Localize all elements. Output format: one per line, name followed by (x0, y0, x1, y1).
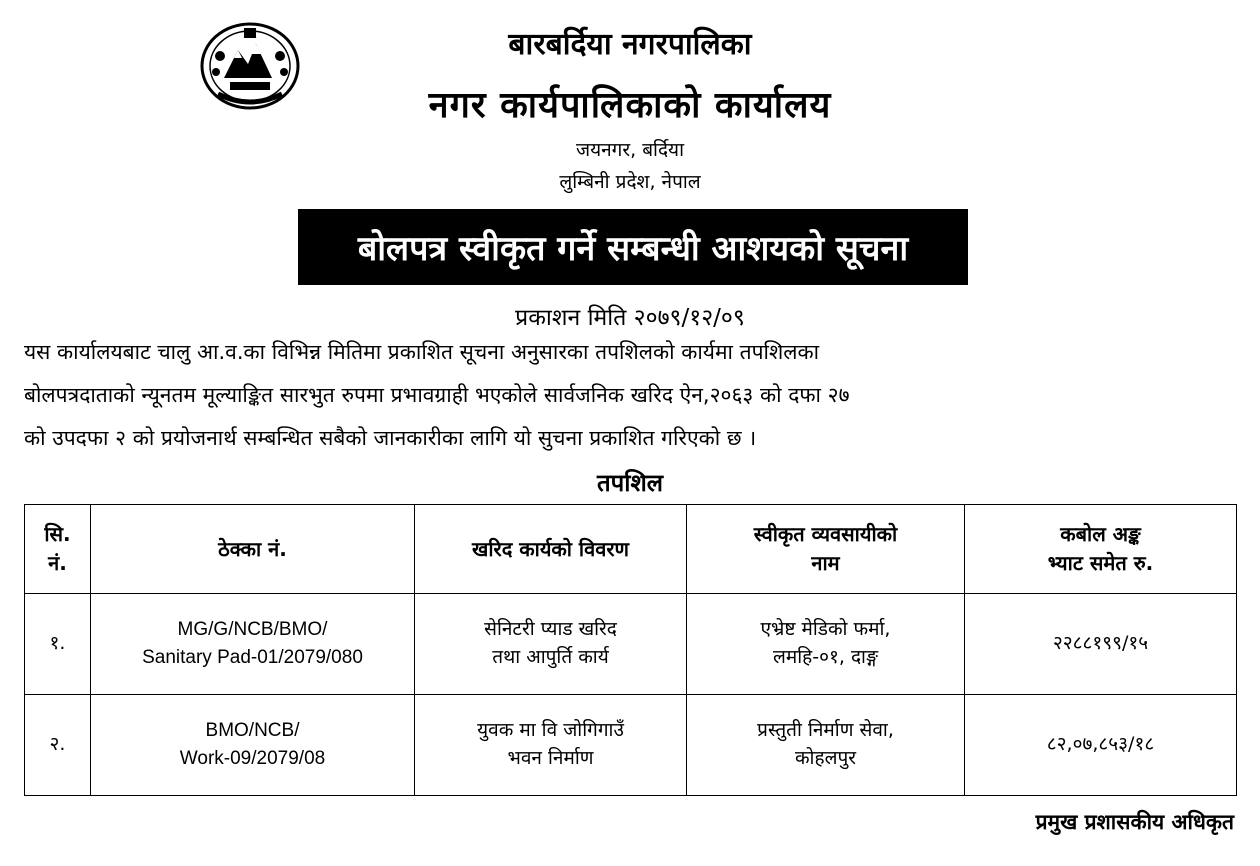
description-line-2: तथा आपुर्ति कार्य (492, 646, 609, 668)
description-line-1: सेनिटरी प्याड खरिद (484, 618, 617, 641)
publication-date: प्रकाशन मिति २०७९/१२/०९ (515, 305, 745, 331)
contract-no-line-2: Work-09/2079/08 (179, 748, 326, 769)
header-sn-line-2: नं. (48, 551, 67, 575)
row-contract-no (91, 594, 415, 695)
body-text-line-2: बोलपत्रदाताको न्यूनतम मूल्याङ्कित सारभुत रुपमा प्रभावग्राही भएकोले सार्वजनिक खरिद ऐन,२०६३ को दफा २७ (24, 383, 850, 407)
header-vendor (687, 505, 965, 594)
row-description (415, 695, 687, 796)
header-description: खरिद कार्यको विवरण (415, 505, 687, 594)
row-amount: २२८८१९९/१५ (965, 594, 1237, 695)
contract-no-line-1: BMO/NCB/ (205, 720, 300, 742)
address-line-1: जयनगर, बर्दिया (575, 139, 684, 161)
office-name: नगर कार्यपालिकाको कार्यालय (428, 85, 832, 126)
contract-no-line-2: Sanitary Pad-01/2079/080 (142, 647, 363, 668)
award-table (24, 504, 1237, 796)
contract-no-line-1: MG/G/NCB/BMO/ (177, 619, 328, 641)
vendor-line-2: लमहि-०१, दाङ्ग (773, 646, 878, 668)
header-contract-no: ठेक्का नं. (91, 505, 415, 594)
table-row (25, 594, 1237, 695)
header-vendor-line-1: स्वीकृत व्यवसायीको (753, 522, 898, 546)
signatory-title: प्रमुख प्रशासकीय अधिकृत (1035, 810, 1234, 834)
header-sn-line-1: सि. (44, 522, 71, 546)
address-line-2: लुम्बिनी प्रदेश, नेपाल (559, 171, 701, 193)
header-sn (25, 505, 91, 594)
schedule-heading: तपशिल (596, 469, 664, 497)
vendor-line-1: प्रस्तुती निर्माण सेवा, (757, 719, 894, 742)
vendor-line-2: कोहलपुर (794, 747, 857, 769)
header-amount-line-2: भ्याट समेत रु. (1047, 551, 1154, 575)
row-amount: ८२,०७,८५३/१८ (965, 695, 1237, 796)
row-sn: १. (25, 594, 91, 695)
vendor-line-1: एभ्रेष्ट मेडिको फर्मा, (760, 618, 891, 641)
header-amount-line-1: कबोल अङ्क (1060, 522, 1141, 546)
municipality-name: बारबर्दिया नगरपालिका (508, 27, 752, 62)
table-header-row (25, 505, 1237, 594)
body-text-line-1: यस कार्यालयबाट चालु आ.व.का विभिन्न मितिमा प्रकाशित सूचना अनुसारका तपशिलको कार्यमा तपशिलका (24, 340, 820, 364)
notice-title: बोलपत्र स्वीकृत गर्ने सम्बन्धी आशयको सूचना (298, 209, 968, 285)
row-description (415, 594, 687, 695)
header-amount (965, 505, 1237, 594)
body-text-line-3: को उपदफा २ को प्रयोजनार्थ सम्बन्धित सबैको जानकारीका लागि यो सुचना प्रकाशित गरिएको छ । (24, 426, 757, 450)
row-sn: २. (25, 695, 91, 796)
description-line-1: युवक मा वि जोगिगाउँ (477, 719, 624, 742)
row-contract-no (91, 695, 415, 796)
table-row (25, 695, 1237, 796)
row-vendor (687, 594, 965, 695)
description-line-2: भवन निर्माण (507, 747, 594, 769)
header-vendor-line-2: नाम (811, 551, 840, 575)
row-vendor (687, 695, 965, 796)
